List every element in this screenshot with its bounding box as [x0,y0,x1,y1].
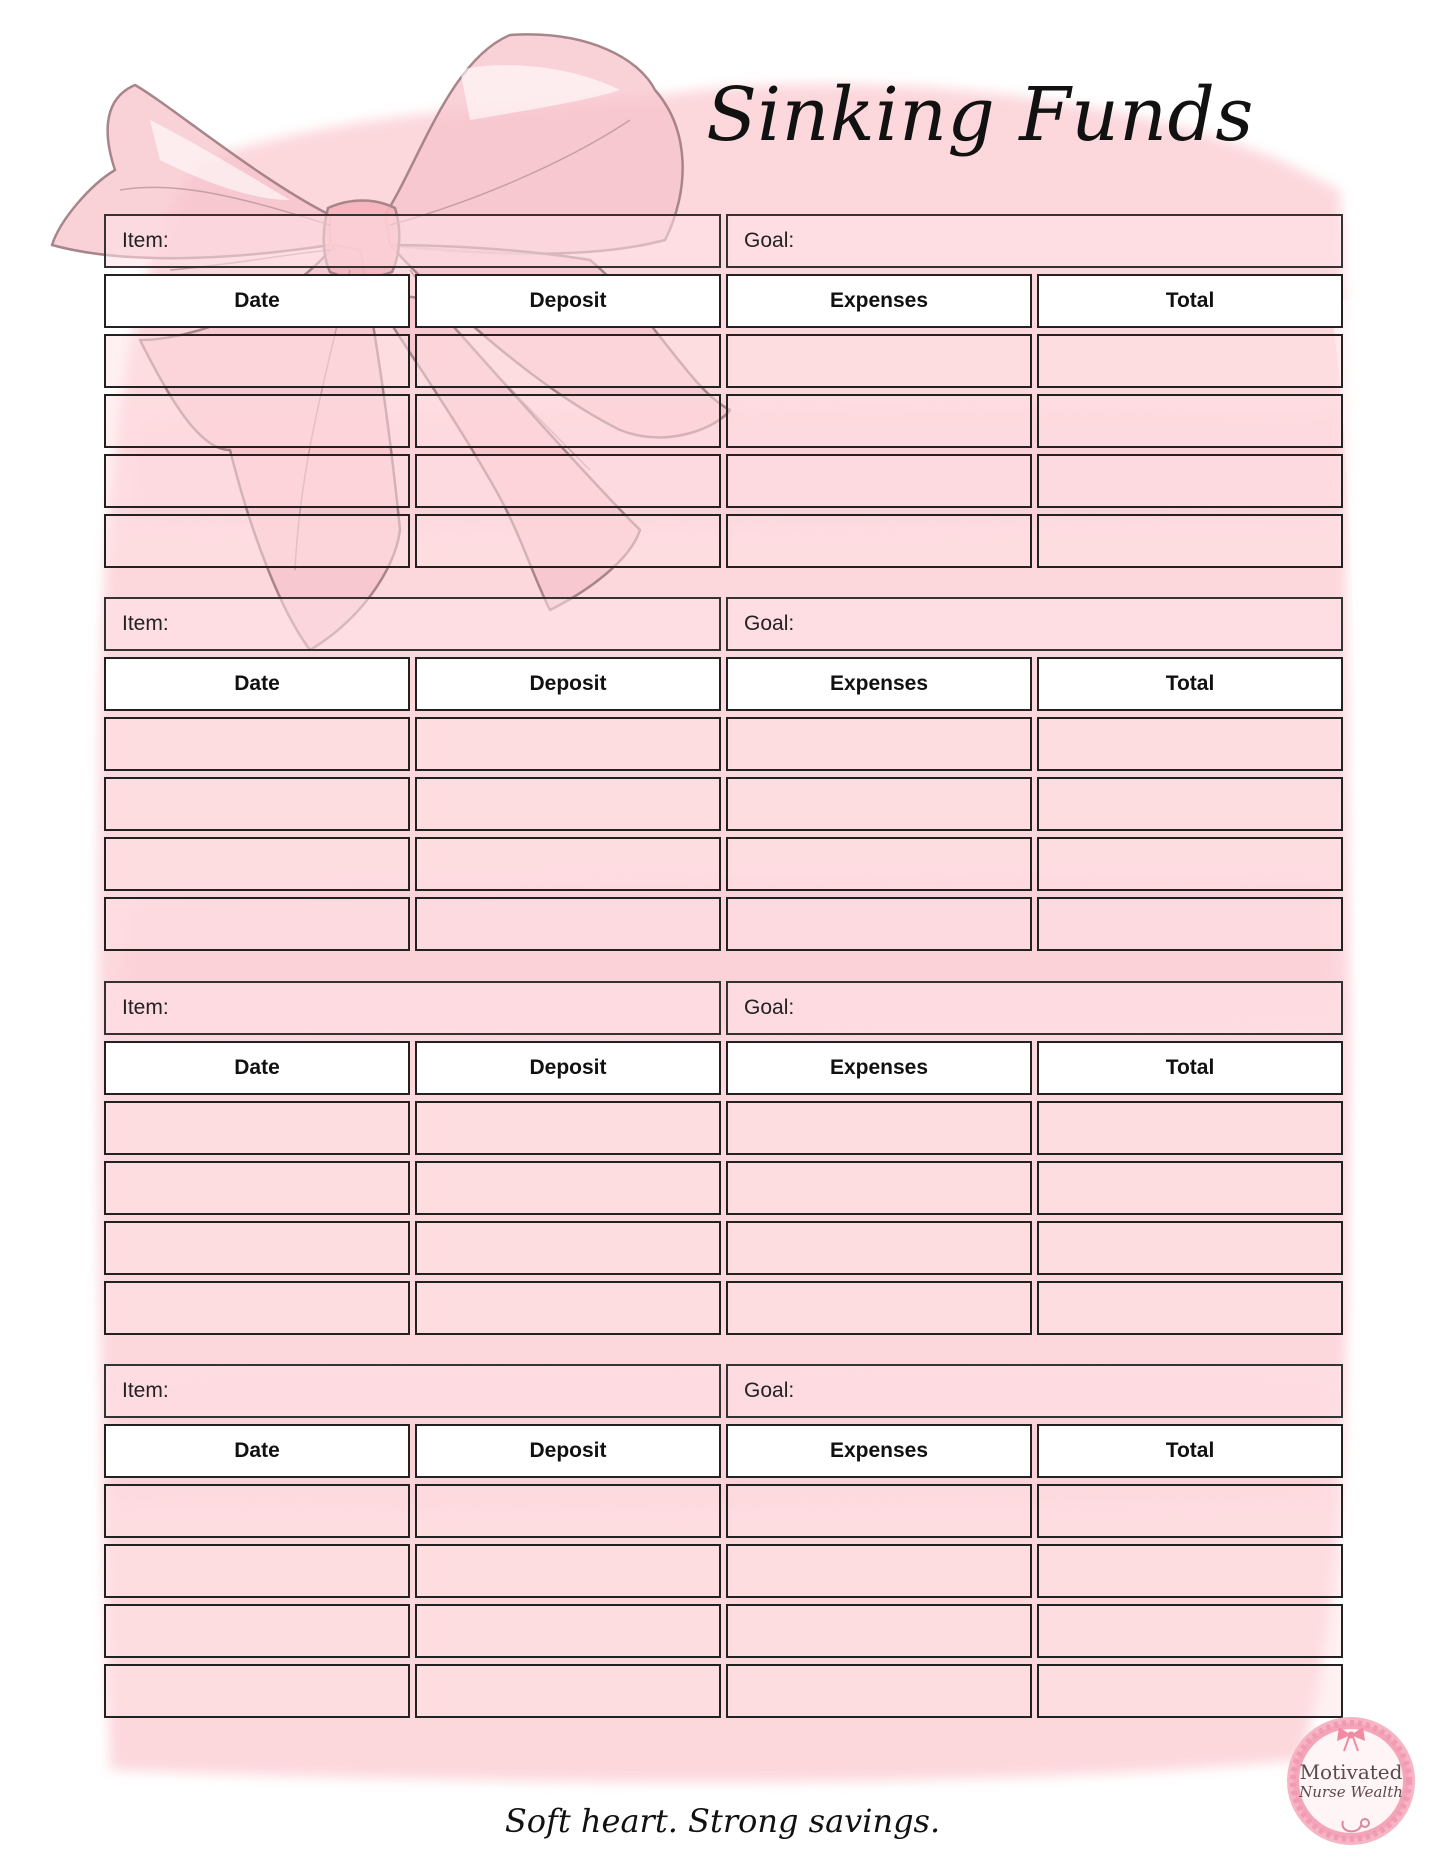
table-cell-total[interactable] [1037,1221,1343,1275]
table-cell-total[interactable] [1037,334,1343,388]
table-cell-date[interactable] [104,837,410,891]
footer-tagline: Soft heart. Strong savings. [504,1802,941,1840]
item-label: Item: [122,612,169,635]
goal-field[interactable] [726,597,1343,651]
column-header-total: Total [1037,274,1343,328]
table-cell-expenses[interactable] [726,1604,1032,1658]
table-cell-date[interactable] [104,1544,410,1598]
brand-logo [1283,1713,1419,1849]
column-header-expenses: Expenses [726,1424,1032,1478]
table-cell-date[interactable] [104,514,410,568]
table-cell-total[interactable] [1037,1664,1343,1718]
table-cell-total[interactable] [1037,514,1343,568]
table-cell-deposit[interactable] [415,837,721,891]
table-cell-deposit[interactable] [415,777,721,831]
table-cell-deposit[interactable] [415,454,721,508]
table-cell-total[interactable] [1037,1101,1343,1155]
table-cell-date[interactable] [104,1221,410,1275]
table-cell-date[interactable] [104,1281,410,1335]
item-label: Item: [122,996,169,1019]
table-cell-expenses[interactable] [726,717,1032,771]
goal-label: Goal: [744,612,795,635]
table-cell-date[interactable] [104,394,410,448]
column-header-total: Total [1037,1424,1343,1478]
table-cell-total[interactable] [1037,717,1343,771]
item-field[interactable] [104,597,721,651]
table-cell-date[interactable] [104,1604,410,1658]
table-cell-total[interactable] [1037,1544,1343,1598]
column-header-expenses: Expenses [726,1041,1032,1095]
table-cell-deposit[interactable] [415,514,721,568]
logo-line-1: Motivated [1299,1760,1403,1784]
table-cell-expenses[interactable] [726,1221,1032,1275]
table-cell-deposit[interactable] [415,394,721,448]
column-header-date: Date [104,1041,410,1095]
table-cell-deposit[interactable] [415,1221,721,1275]
item-field[interactable] [104,981,721,1035]
fund-block [104,981,1346,1343]
table-cell-expenses[interactable] [726,1664,1032,1718]
table-cell-deposit[interactable] [415,1484,721,1538]
column-header-expenses: Expenses [726,657,1032,711]
goal-label: Goal: [744,996,795,1019]
table-cell-total[interactable] [1037,394,1343,448]
fund-block [104,214,1346,576]
column-header-total: Total [1037,1041,1343,1095]
table-cell-deposit[interactable] [415,1281,721,1335]
logo-line-2: Nurse Wealth [1299,1783,1403,1801]
table-cell-total[interactable] [1037,1484,1343,1538]
table-cell-expenses[interactable] [726,897,1032,951]
table-cell-total[interactable] [1037,837,1343,891]
goal-field[interactable] [726,981,1343,1035]
table-cell-total[interactable] [1037,1281,1343,1335]
table-cell-expenses[interactable] [726,454,1032,508]
table-cell-expenses[interactable] [726,837,1032,891]
table-cell-expenses[interactable] [726,777,1032,831]
table-cell-deposit[interactable] [415,1664,721,1718]
table-cell-expenses[interactable] [726,1484,1032,1538]
column-header-date: Date [104,1424,410,1478]
table-cell-total[interactable] [1037,897,1343,951]
table-cell-deposit[interactable] [415,1161,721,1215]
table-cell-date[interactable] [104,1101,410,1155]
table-cell-expenses[interactable] [726,1101,1032,1155]
column-header-deposit: Deposit [415,1424,721,1478]
table-cell-expenses[interactable] [726,334,1032,388]
table-cell-expenses[interactable] [726,394,1032,448]
table-cell-date[interactable] [104,717,410,771]
table-cell-date[interactable] [104,897,410,951]
item-label: Item: [122,1379,169,1402]
goal-label: Goal: [744,229,795,252]
table-cell-date[interactable] [104,1484,410,1538]
table-cell-deposit[interactable] [415,1544,721,1598]
table-cell-date[interactable] [104,777,410,831]
page-title: Sinking Funds [706,72,1254,158]
table-cell-date[interactable] [104,454,410,508]
column-header-expenses: Expenses [726,274,1032,328]
goal-field[interactable] [726,214,1343,268]
column-header-deposit: Deposit [415,657,721,711]
item-field[interactable] [104,214,721,268]
table-cell-deposit[interactable] [415,1101,721,1155]
table-cell-total[interactable] [1037,777,1343,831]
table-cell-total[interactable] [1037,454,1343,508]
table-cell-date[interactable] [104,1664,410,1718]
fund-block [104,1364,1346,1726]
goal-label: Goal: [744,1379,795,1402]
table-cell-deposit[interactable] [415,334,721,388]
fund-block [104,597,1346,959]
column-header-deposit: Deposit [415,274,721,328]
column-header-total: Total [1037,657,1343,711]
table-cell-date[interactable] [104,1161,410,1215]
table-cell-expenses[interactable] [726,1281,1032,1335]
table-cell-deposit[interactable] [415,897,721,951]
table-cell-total[interactable] [1037,1604,1343,1658]
table-cell-deposit[interactable] [415,1604,721,1658]
goal-field[interactable] [726,1364,1343,1418]
table-cell-total[interactable] [1037,1161,1343,1215]
column-header-date: Date [104,274,410,328]
item-label: Item: [122,229,169,252]
table-cell-expenses[interactable] [726,514,1032,568]
table-cell-date[interactable] [104,334,410,388]
table-cell-expenses[interactable] [726,1161,1032,1215]
table-cell-deposit[interactable] [415,717,721,771]
table-cell-expenses[interactable] [726,1544,1032,1598]
column-header-date: Date [104,657,410,711]
item-field[interactable] [104,1364,721,1418]
column-header-deposit: Deposit [415,1041,721,1095]
